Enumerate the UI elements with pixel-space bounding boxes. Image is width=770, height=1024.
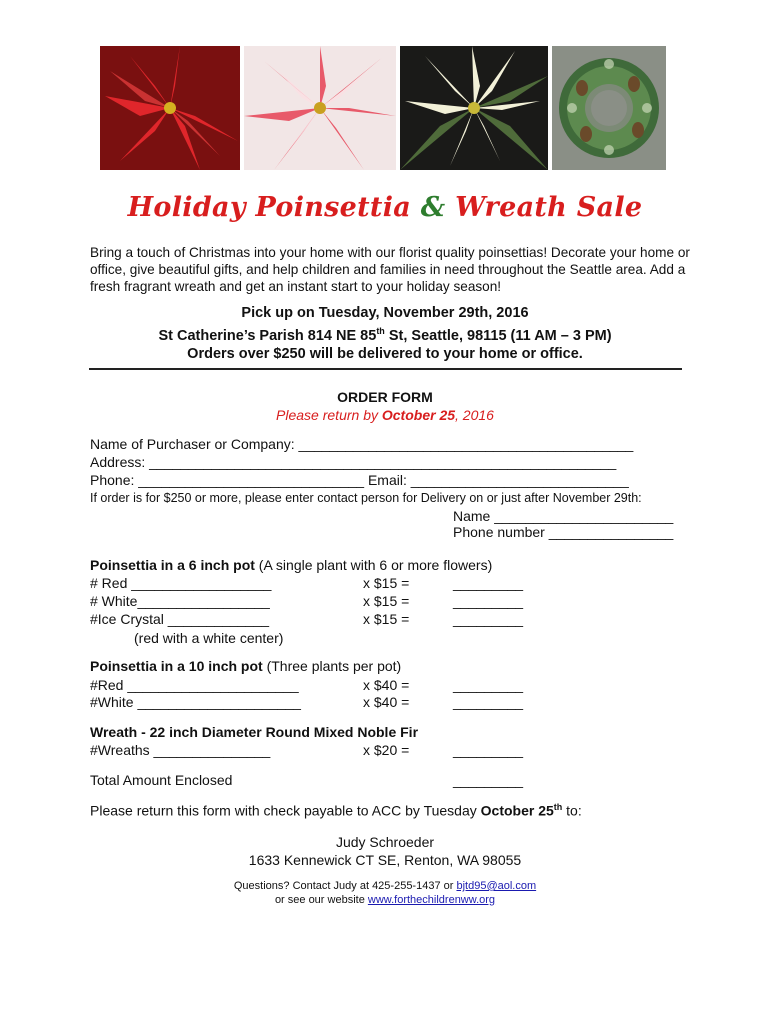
return-deadline <box>0 406 770 424</box>
six-inch-ice-qty[interactable]: #Ice Crystal _____________ <box>90 611 270 627</box>
six-inch-red-total[interactable]: _________ <box>453 575 524 591</box>
pickup-date: Pick up on Tuesday, November 29th, 2016 <box>241 305 529 321</box>
delivery-offer: Orders over $250 will be delivered to your home or office. <box>187 345 583 362</box>
section-divider <box>89 368 682 370</box>
ten-inch-heading-bold: Poinsettia in a 10 inch pot <box>90 658 263 674</box>
six-inch-red-price: x $15 = <box>363 575 410 591</box>
six-inch-heading-bold: Poinsettia in a 6 inch pot <box>90 557 255 573</box>
return-instructions-a: Please return this form with check payable to ACC by Tuesday <box>90 802 481 819</box>
ten-inch-white-qty[interactable]: #White _____________________ <box>90 694 301 710</box>
return-instructions-date: October 25 <box>480 802 554 819</box>
pickup-details <box>0 304 770 363</box>
six-inch-white-qty[interactable]: # White_________________ <box>90 593 270 609</box>
return-instructions-c: to: <box>562 802 582 819</box>
ten-inch-white-total[interactable]: _________ <box>453 694 524 710</box>
pickup-location <box>0 322 770 345</box>
red-poinsettia-photo <box>100 46 240 170</box>
ten-inch-white-price: x $40 = <box>363 694 410 710</box>
title-part-1: Holiday Poinsettia <box>127 192 421 223</box>
intro-paragraph: Bring a touch of Christmas into your home with our florist quality poinsettias! Decorate your home or office, give beautiful gifts, and help children and families in need throughout the Seattle area. Add a fresh fragrant wreath and get an instant start to your holiday season! <box>90 245 690 294</box>
return-instructions-sup: th <box>553 802 563 812</box>
photo-strip <box>100 46 670 170</box>
wreath-photo <box>552 46 666 170</box>
return-deadline-a: Please return by <box>276 407 382 423</box>
delivery-name-field[interactable]: Name _______________________ <box>453 508 674 524</box>
pickup-location-a: St Catherine’s Parish 814 NE 85 <box>158 327 377 344</box>
wreath-heading: Wreath - 22 inch Diameter Round Mixed Noble Fir <box>90 724 419 740</box>
mail-to-name: Judy Schroeder <box>335 834 435 850</box>
order-form-heading <box>0 388 770 424</box>
page-title <box>0 192 770 223</box>
title-part-2: Wreath Sale <box>445 192 643 223</box>
mail-to-address: 1633 Kennewick CT SE, Renton, WA 98055 <box>248 852 522 868</box>
pickup-location-b: St, Seattle, 98115 (11 AM – 3 PM) <box>384 327 612 344</box>
contact-email-link[interactable]: bjtd95@aol.com <box>456 880 537 892</box>
white-poinsettia-photo <box>400 46 548 170</box>
wreath-price: x $20 = <box>363 742 410 758</box>
delivery-note: If order is for $250 or more, please enter contact person for Delivery on or just after November 29th: <box>90 491 642 505</box>
total-amount-field[interactable]: _________ <box>453 772 524 788</box>
six-inch-white-total[interactable]: _________ <box>453 593 524 609</box>
ice-crystal-note: (red with a white center) <box>134 630 284 646</box>
return-deadline-c: , 2016 <box>455 407 494 423</box>
purchaser-field[interactable]: Name of Purchaser or Company: ___________________________________________ <box>90 436 634 452</box>
six-inch-heading <box>90 557 492 573</box>
pickup-location-sup: th <box>376 326 385 336</box>
website-text: or see our website <box>274 894 368 906</box>
title-ampersand: & <box>420 192 446 223</box>
ten-inch-red-price: x $40 = <box>363 677 410 693</box>
wreath-qty[interactable]: #Wreaths _______________ <box>90 742 271 758</box>
return-deadline-date: October 25 <box>381 407 456 423</box>
ten-inch-heading-rest: (Three plants per pot) <box>262 658 402 674</box>
total-label: Total Amount Enclosed <box>90 772 233 788</box>
ten-inch-red-qty[interactable]: #Red ______________________ <box>90 677 299 693</box>
six-inch-white-price: x $15 = <box>363 593 410 609</box>
contact-text: Questions? Contact Judy at 425-255-1437 or <box>233 880 457 892</box>
ten-inch-heading <box>90 658 401 674</box>
phone-email-field[interactable]: Phone: _____________________________ Email: ____________________________ <box>90 472 629 488</box>
six-inch-heading-rest: (A single plant with 6 or more flowers) <box>254 557 493 573</box>
address-field[interactable]: Address: ____________________________________________________________ <box>90 454 617 470</box>
pink-white-poinsettia-photo <box>244 46 396 170</box>
six-inch-ice-total[interactable]: _________ <box>453 611 524 627</box>
wreath-total[interactable]: _________ <box>453 742 524 758</box>
return-instructions <box>90 802 582 819</box>
six-inch-red-qty[interactable]: # Red __________________ <box>90 575 272 591</box>
order-form-title: ORDER FORM <box>337 389 433 405</box>
six-inch-ice-price: x $15 = <box>363 611 410 627</box>
ten-inch-red-total[interactable]: _________ <box>453 677 524 693</box>
delivery-phone-field[interactable]: Phone number ________________ <box>453 524 674 540</box>
website-line <box>0 894 770 906</box>
contact-line <box>0 880 770 892</box>
website-link[interactable]: www.forthechildrenww.org <box>367 894 496 906</box>
